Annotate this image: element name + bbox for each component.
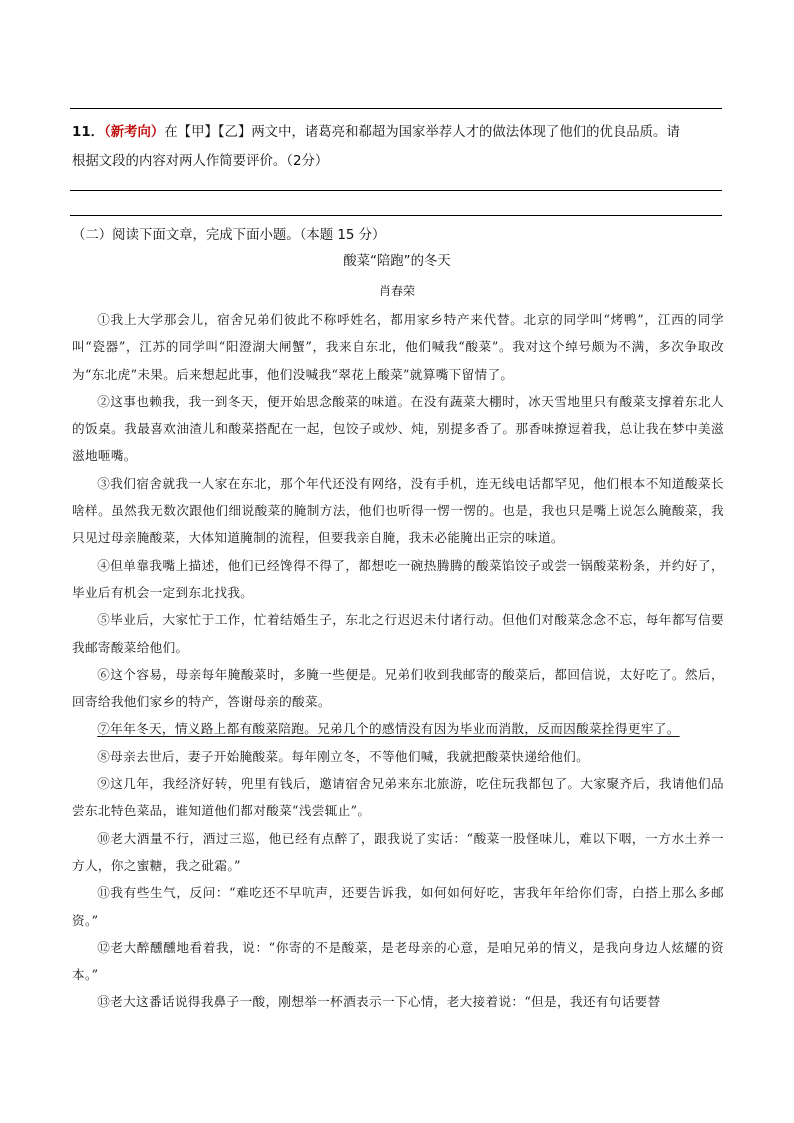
- article-paragraph: [72, 934, 724, 989]
- article-paragraph: [72, 715, 724, 742]
- question-text-line1: 在【甲】【乙】两文中，诸葛亮和郗超为国家举荐人才的做法体现了他们的优良品质。请: [164, 125, 680, 140]
- question-tag: （新考向）: [104, 125, 165, 140]
- article-paragraph: [72, 552, 724, 607]
- paragraph-text: ⑫老大醉醺醺地看着我，说：“你寄的不是酸菜，是老母亲的心意，是咱兄弟的情义，是我向身边人炫耀的资本。”: [72, 939, 724, 983]
- article-paragraph: [72, 388, 724, 470]
- article-paragraph: [72, 470, 724, 552]
- article-body: [72, 306, 724, 1016]
- paragraph-text: ②这事也赖我，我一到冬天，便开始思念酸菜的味道。在没有蔬菜大棚时，冰天雪地里只有酸菜支撑着东北人的饭桌。我最喜欢油渣儿和酸菜搭配在一起，包饺子或炒、炖，别提多香了。那香味撩逗着我，总让我在梦中美滋滋地咂嘴。: [72, 393, 724, 464]
- section-heading: （二）阅读下面文章，完成下面小题。（本题 15 分）: [72, 228, 386, 243]
- question-number: 11．: [72, 125, 105, 140]
- article-paragraph: [72, 879, 724, 934]
- paragraph-text: ⑦年年冬天，情义路上都有酸菜陪跑。兄弟几个的感情没有因为毕业而消散，反而因酸菜拴得更牢了。: [97, 721, 680, 737]
- article-paragraph: [72, 606, 724, 661]
- article-author: 肖春荣: [378, 284, 415, 298]
- article-paragraph: [72, 661, 724, 716]
- paragraph-text: ⑬老大这番话说得我鼻子一酸，刚想举一杯酒表示一下心情，老大接着说：“但是，我还有句话要替: [97, 994, 661, 1010]
- article-paragraph: [72, 770, 724, 825]
- article-paragraph: [72, 743, 724, 770]
- paragraph-text: ⑧母亲去世后，妻子开始腌酸菜。每年刚立冬，不等他们喊，我就把酸菜快递给他们。: [97, 748, 590, 764]
- paragraph-text: ⑤毕业后，大家忙于工作，忙着结婚生子，东北之行迟迟未付诸行动。但他们对酸菜念念不忘，每年都写信要我邮寄酸菜给他们。: [72, 612, 724, 655]
- article-title: 酸菜“陪跑”的冬天: [343, 254, 451, 269]
- paragraph-text: ⑥这个容易，母亲每年腌酸菜时，多腌一些便是。兄弟们收到我邮寄的酸菜后，都回信说，太好吃了。然后，回寄给我他们家乡的特产，答谢母亲的酸菜。: [72, 666, 724, 710]
- answer-line-1: [70, 190, 722, 191]
- question-11: [72, 118, 724, 176]
- paragraph-text: ⑩老大酒量不行，酒过三巡，他已经有点醉了，跟我说了实话：“酸菜一股怪味儿，难以下咽，一方水土养一方人，你之蜜糖，我之砒霜。”: [72, 830, 724, 873]
- article-paragraph: [72, 825, 724, 880]
- paragraph-text: ⑨这几年，我经济好转，兜里有钱后，邀请宿舍兄弟来东北旅游，吃住玩我都包了。大家聚齐后，我请他们品尝东北特色菜品，谁知道他们都对酸菜“浅尝辄止”。: [72, 776, 724, 819]
- paragraph-text: ③我们宿舍就我一人家在东北，那个年代还没有网络，没有手机，连无线电话都罕见，他们根本不知道酸菜长啥样。虽然我无数次跟他们细说酸菜的腌制方法，他们也听得一愣一愣的。也是，我也只是嘴上说怎么腌酸菜，我只见过母亲腌酸菜，大体知道腌制的流程，但要我亲自腌，我未必能腌出正宗的味道。: [72, 475, 724, 546]
- paragraph-text: ④但单靠我嘴上描述，他们已经馋得不得了，都想吃一碗热腾腾的酸菜馅饺子或尝一锅酸菜粉条，并约好了，毕业后有机会一定到东北找我。: [72, 557, 724, 600]
- paragraph-text: ①我上大学那会儿，宿舍兄弟们彼此不称呼姓名，都用家乡特产来代替。北京的同学叫“烤鸭”，江西的同学叫“瓷器”，江苏的同学叫“阳澄湖大闸蟹”，我来自东北，他们喊我“酸菜”。我对这个绰号颇为不满，多次争取改为“东北虎”未果。后来想起此事，他们没喊我“翠花上酸菜”就算嘴下留情了。: [72, 312, 724, 382]
- article-paragraph: [72, 306, 724, 388]
- article-paragraph: [72, 988, 724, 1015]
- answer-line-top: [70, 108, 722, 109]
- question-text-line2: 根据文段的内容对两人作简要评价。（2分）: [72, 154, 329, 169]
- paragraph-text: ⑪我有些生气，反问：“难吃还不早吭声，还要告诉我，如何如何好吃，害我年年给你们寄，白搭上那么多邮资。”: [72, 885, 724, 928]
- answer-line-2: [70, 215, 722, 216]
